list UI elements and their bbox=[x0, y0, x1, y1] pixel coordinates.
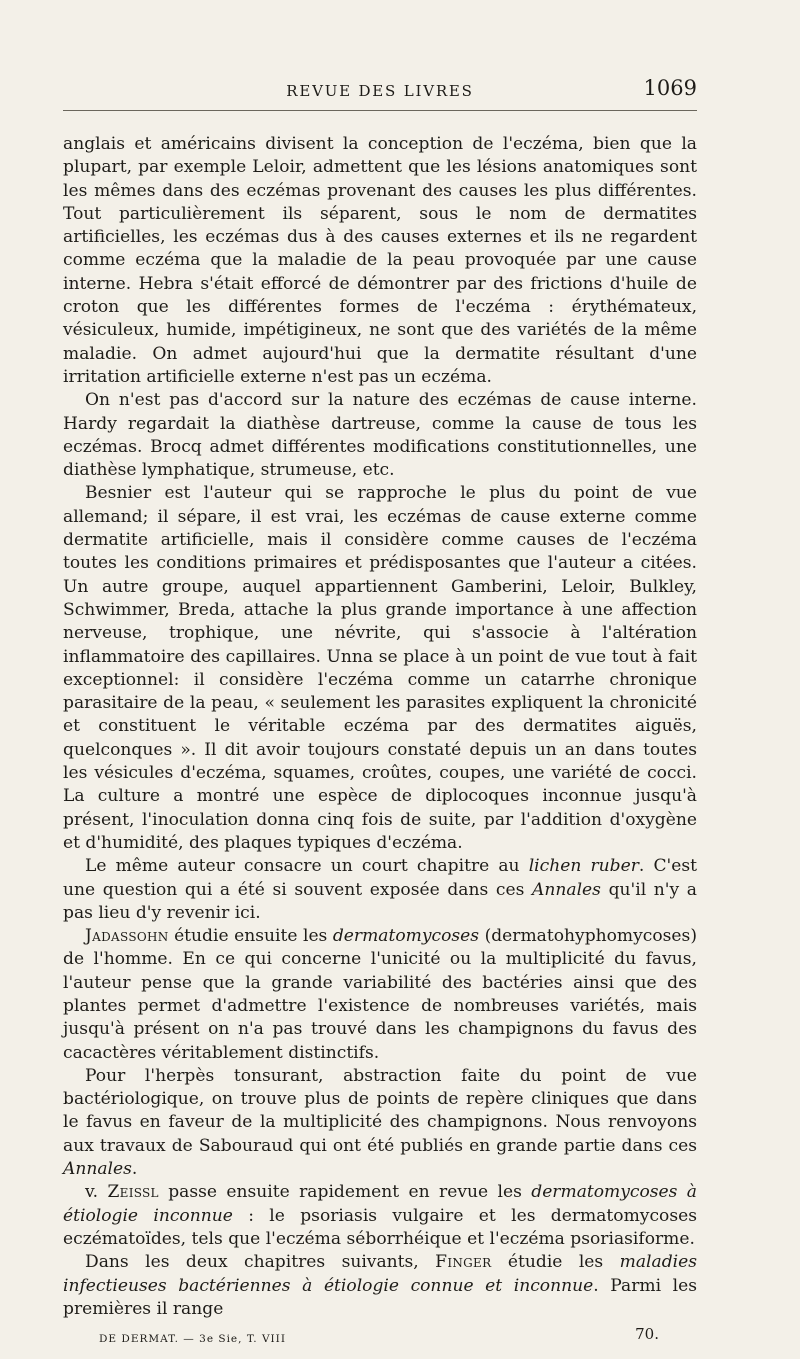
italic-term: dermatomycoses à étiologie inconnue bbox=[63, 1182, 698, 1226]
text-run: v. bbox=[85, 1182, 108, 1203]
running-head: REVUE DES LIVRES bbox=[286, 82, 474, 100]
text-run: étudie les bbox=[491, 1252, 620, 1273]
author-name: Zeissl bbox=[107, 1182, 159, 1203]
text-run: passe ensuite rapidement en revue les bbox=[158, 1182, 532, 1203]
text-run: . bbox=[131, 1159, 138, 1180]
printer-signature: DE DERMAT. — 3e Sie, T. VIII bbox=[99, 1333, 286, 1346]
text-run: On n'est pas d'accord sur la nature des eczémas de cause interne. Hardy regardait la diathèse dartreuse, comme la cause de tous les eczémas. Brocq admet différentes modifications constitutionnelles, une diathèse lymphatique, strumeuse, etc. bbox=[63, 390, 697, 481]
paragraph bbox=[63, 1251, 697, 1321]
text-run: . C'est une question qui a été si souvent exposée dans ces bbox=[63, 856, 697, 900]
text-run: (dermatohyphomycoses) de l'homme. En ce qui concerne l'unicité ou la multiplicité du favus, l'auteur pense que la grande variabilité des bactéries ainsi que des plantes permet d'admettre l'existence de nombreuses variétés, mais jusqu'à présent on n'a pas trouvé dans les champignons du favus des cacactères véritablement distinctifs. bbox=[63, 926, 697, 1063]
paragraph bbox=[63, 482, 697, 855]
paragraph bbox=[63, 389, 697, 482]
paragraph bbox=[63, 855, 697, 925]
body-text bbox=[63, 133, 697, 1321]
text-run: étudie ensuite les bbox=[168, 926, 333, 947]
italic-term: Annales bbox=[532, 879, 601, 900]
italic-term: dermatomycoses bbox=[332, 926, 480, 947]
text-run: : le psoriasis vulgaire et les dermatomycoses eczématoïdes, tels que l'eczéma séborrhéique et l'eczéma psoriasiforme. bbox=[63, 1205, 697, 1249]
page-number: 1069 bbox=[643, 76, 697, 100]
paragraph bbox=[63, 133, 697, 389]
text-run: qu'il n'y a pas lieu d'y revenir ici. bbox=[63, 879, 697, 923]
page-footer bbox=[63, 1325, 697, 1349]
text-run: Pour l'herpès tonsurant, abstraction faite du point de vue bactériologique, on trouve plus de points de repère cliniques que dans le favus en faveur de la multiplicité des champignons. Nous renvoyons aux travaux de Sabouraud qui ont été publiés en grande partie dans ces bbox=[63, 1065, 697, 1156]
text-run: Besnier est l'auteur qui se rapproche le plus du point de vue allemand; il sépare, il est vrai, les eczémas de cause externe comme dermatite artificielle, mais il considère comme causes de l'eczéma toutes les conditions primaires et prédisposantes que l'auteur a citées. Un autre groupe, auquel appartiennent Gamberini, Leloir, Bulkley, Schwimmer, Breda, attache la plus grande importance à une affection nerveuse, trophique, une névrite, qui s'associe à l'altération inflammatoire des capillaires. Unna se place à un point de vue tout à fait exceptionnel: il considère l'eczéma comme un catarrhe chronique parasitaire de la peau, « seulement les parasites expliquent la chronicité et constituent le véritable eczéma par des dermatites aiguës, quelconques ». Il dit avoir toujours constaté depuis un an dans toutes les vésicules d'eczéma, squames, croûtes, coupes, une variété de cocci. La culture a montré une espèce de diplocoques inconnue jusqu'à présent, l'inoculation donna cinq fois de suite, par l'addition d'oxygène et d'humidité, des plaques typiques d'eczéma. bbox=[63, 483, 697, 853]
text-run: Dans les deux chapitres suivants, bbox=[85, 1252, 436, 1273]
italic-term: Annales bbox=[63, 1159, 132, 1180]
page-header bbox=[63, 72, 697, 111]
signature-number: 70. bbox=[635, 1325, 659, 1344]
paragraph bbox=[63, 1065, 697, 1181]
author-name: Finger bbox=[435, 1252, 492, 1273]
author-name: Jadassohn bbox=[85, 926, 169, 947]
italic-term: lichen ruber bbox=[528, 856, 639, 877]
text-run: . Parmi les premières il range bbox=[63, 1275, 698, 1319]
text-run: anglais et américains divisent la conception de l'eczéma, bien que la plupart, par exemple Leloir, admettent que les lésions anatomiques sont les mêmes dans des eczémas provenant des causes les plus différentes. Tout particulièrement ils séparent, sous le nom de dermatites artificielles, les eczémas dus à des causes externes et ils ne regardent comme eczéma que la maladie de la peau provoquée par une cause interne. Hebra s'était efforcé de démontrer par des frictions d'huile de croton que les différentes formes de l'eczéma : érythémateux, vésiculeux, humide, impétigineux, ne sont que des variétés de la même maladie. On admet aujourd'hui que la dermatite résultant d'une irritation artificielle externe n'est pas un eczéma. bbox=[63, 134, 697, 387]
paragraph bbox=[63, 1181, 697, 1251]
text-run: Le même auteur consacre un court chapitre au bbox=[85, 856, 529, 877]
italic-term: maladies infectieuses bactériennes à étiologie connue et inconnue bbox=[63, 1252, 697, 1296]
document-page bbox=[63, 72, 697, 1349]
paragraph bbox=[63, 925, 697, 1065]
